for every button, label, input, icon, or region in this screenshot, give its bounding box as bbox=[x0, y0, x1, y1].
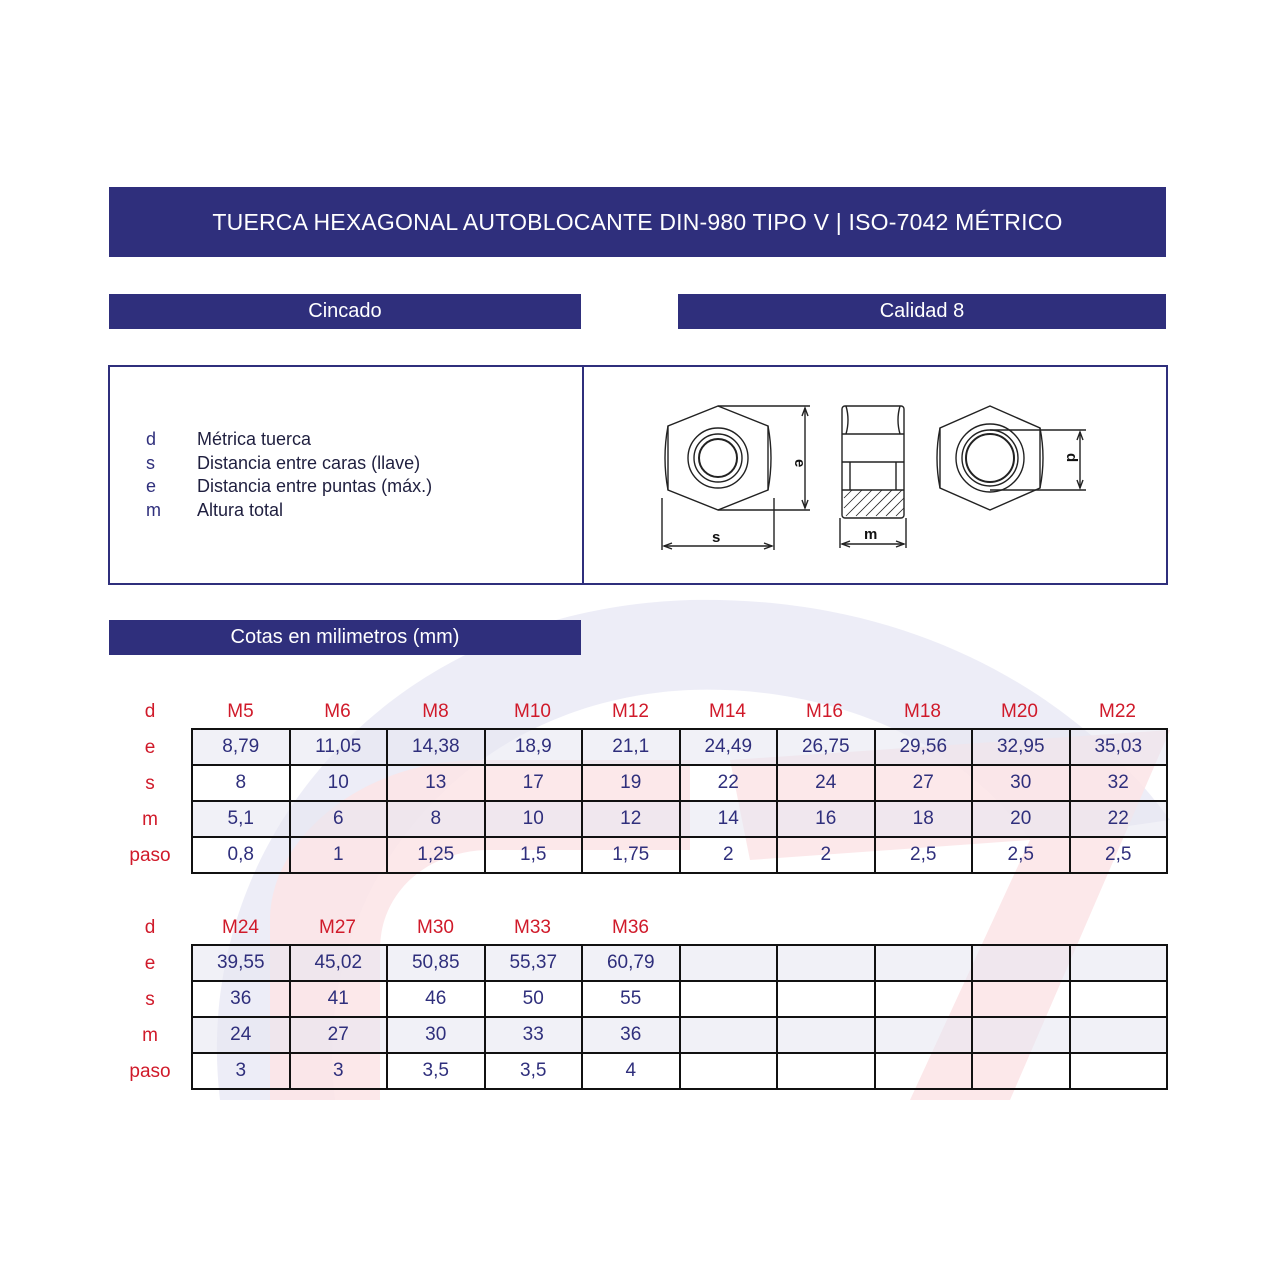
table-cell bbox=[1070, 1017, 1168, 1053]
size-header: M16 bbox=[806, 701, 843, 722]
table-cell bbox=[972, 1053, 1070, 1089]
size-header: M10 bbox=[514, 701, 551, 722]
table-cell: 8 bbox=[387, 801, 485, 837]
table-cell: 2 bbox=[777, 837, 875, 873]
size-header: M14 bbox=[709, 701, 746, 722]
dimension-label-m: m bbox=[864, 526, 878, 543]
table-cell: 24,49 bbox=[680, 729, 778, 765]
dimension-label-d: d bbox=[1063, 453, 1080, 463]
table-cell: 20 bbox=[972, 801, 1070, 837]
table-cell: 3,5 bbox=[387, 1053, 485, 1089]
size-header: M6 bbox=[324, 701, 351, 722]
table-cell: 2,5 bbox=[972, 837, 1070, 873]
size-header: M22 bbox=[1099, 701, 1136, 722]
table-cell: 2,5 bbox=[1070, 837, 1168, 873]
size-header: M18 bbox=[904, 701, 941, 722]
finish-header: Cincado bbox=[109, 294, 581, 329]
legend-text: Distancia entre puntas (máx.) bbox=[197, 476, 433, 496]
panel-divider bbox=[582, 367, 584, 583]
table-row-paso bbox=[192, 1053, 1167, 1089]
table-cell: 18 bbox=[875, 801, 973, 837]
table-cell bbox=[680, 981, 778, 1017]
table-cell: 8,79 bbox=[192, 729, 290, 765]
table-cell: 36 bbox=[192, 981, 290, 1017]
table-cell: 0,8 bbox=[192, 837, 290, 873]
table-cell: 33 bbox=[485, 1017, 583, 1053]
table-cell: 11,05 bbox=[290, 729, 388, 765]
size-header: M30 bbox=[417, 917, 454, 938]
table-cell bbox=[777, 945, 875, 981]
table-cell: 36 bbox=[582, 1017, 680, 1053]
table-cell: 10 bbox=[290, 765, 388, 801]
table-cell: 17 bbox=[485, 765, 583, 801]
table-cell: 24 bbox=[192, 1017, 290, 1053]
nut-technical-drawing bbox=[650, 398, 1090, 558]
table-cell: 13 bbox=[387, 765, 485, 801]
table-cell: 30 bbox=[387, 1017, 485, 1053]
row-label-d: d bbox=[144, 917, 156, 938]
size-header: M36 bbox=[612, 917, 649, 938]
table-cell bbox=[777, 981, 875, 1017]
dimension-label-s: s bbox=[712, 529, 721, 546]
table-cell: 10 bbox=[485, 801, 583, 837]
table-cell: 29,56 bbox=[875, 729, 973, 765]
dimensions-table-1 bbox=[191, 728, 1168, 874]
table-cell bbox=[875, 1017, 973, 1053]
size-header: M8 bbox=[422, 701, 449, 722]
table-cell: 55 bbox=[582, 981, 680, 1017]
table-cell: 26,75 bbox=[777, 729, 875, 765]
table-row-m bbox=[192, 1017, 1167, 1053]
table-row-e bbox=[192, 729, 1167, 765]
row-label-paso: paso bbox=[129, 1061, 171, 1082]
table-cell: 12 bbox=[582, 801, 680, 837]
table-cell: 32,95 bbox=[972, 729, 1070, 765]
table-cell: 35,03 bbox=[1070, 729, 1168, 765]
legend-symbol: e bbox=[146, 476, 157, 496]
legend-text: Métrica tuerca bbox=[197, 429, 312, 449]
row-label-m: m bbox=[142, 809, 158, 830]
table-cell: 24 bbox=[777, 765, 875, 801]
table-cell: 4 bbox=[582, 1053, 680, 1089]
row-label-s: s bbox=[145, 989, 155, 1010]
row-label-paso: paso bbox=[129, 845, 171, 866]
table-cell bbox=[972, 981, 1070, 1017]
table-cell bbox=[777, 1053, 875, 1089]
hex-front-view bbox=[668, 406, 768, 510]
table-cell: 2 bbox=[680, 837, 778, 873]
table-cell: 2,5 bbox=[875, 837, 973, 873]
hex-back-view bbox=[940, 406, 1040, 510]
table-cell: 14,38 bbox=[387, 729, 485, 765]
table-row-paso bbox=[192, 837, 1167, 873]
dimensions-table-2 bbox=[191, 944, 1168, 1090]
table-cell: 22 bbox=[1070, 801, 1168, 837]
table-cell: 6 bbox=[290, 801, 388, 837]
size-header: M12 bbox=[612, 701, 649, 722]
legend-symbol: s bbox=[146, 453, 155, 473]
table-cell: 27 bbox=[875, 765, 973, 801]
table-row-s bbox=[192, 765, 1167, 801]
table-cell bbox=[972, 945, 1070, 981]
table-cell bbox=[680, 1053, 778, 1089]
size-header: M24 bbox=[222, 917, 259, 938]
grade-header: Calidad 8 bbox=[678, 294, 1166, 329]
table-cell bbox=[1070, 945, 1168, 981]
legend-symbol: d bbox=[146, 429, 157, 449]
table-cell bbox=[680, 945, 778, 981]
dimension-label-e: e bbox=[791, 459, 808, 468]
table-cell: 5,1 bbox=[192, 801, 290, 837]
table-cell: 1 bbox=[290, 837, 388, 873]
table-cell bbox=[680, 1017, 778, 1053]
table-cell: 1,5 bbox=[485, 837, 583, 873]
table-cell bbox=[875, 981, 973, 1017]
row-label-e: e bbox=[144, 953, 156, 974]
size-header: M20 bbox=[1001, 701, 1038, 722]
table-cell: 45,02 bbox=[290, 945, 388, 981]
table-cell: 1,75 bbox=[582, 837, 680, 873]
size-header: M27 bbox=[319, 917, 356, 938]
table-cell: 3 bbox=[192, 1053, 290, 1089]
table-cell: 8 bbox=[192, 765, 290, 801]
table-cell: 30 bbox=[972, 765, 1070, 801]
table-cell bbox=[875, 1053, 973, 1089]
table-row-m bbox=[192, 801, 1167, 837]
table-row-s bbox=[192, 981, 1167, 1017]
legend-text: Altura total bbox=[197, 500, 284, 520]
table-cell: 32 bbox=[1070, 765, 1168, 801]
table-cell: 3,5 bbox=[485, 1053, 583, 1089]
table-cell bbox=[777, 1017, 875, 1053]
table-cell: 16 bbox=[777, 801, 875, 837]
table-cell bbox=[972, 1017, 1070, 1053]
row-label-e: e bbox=[144, 737, 156, 758]
page-title: TUERCA HEXAGONAL AUTOBLOCANTE DIN-980 TIPO V | ISO-7042 MÉTRICO bbox=[109, 187, 1166, 257]
table-cell: 1,25 bbox=[387, 837, 485, 873]
row-label-d: d bbox=[144, 701, 156, 722]
table-cell bbox=[1070, 981, 1168, 1017]
table-cell: 19 bbox=[582, 765, 680, 801]
table-cell: 50 bbox=[485, 981, 583, 1017]
table-cell bbox=[875, 945, 973, 981]
units-header: Cotas en milimetros (mm) bbox=[109, 620, 581, 655]
legend-text: Distancia entre caras (llave) bbox=[197, 453, 421, 473]
legend-symbol: m bbox=[146, 500, 161, 520]
table-cell: 39,55 bbox=[192, 945, 290, 981]
row-label-s: s bbox=[145, 773, 155, 794]
table-cell: 60,79 bbox=[582, 945, 680, 981]
table-cell: 55,37 bbox=[485, 945, 583, 981]
table-row-e bbox=[192, 945, 1167, 981]
table-cell: 50,85 bbox=[387, 945, 485, 981]
table-cell: 21,1 bbox=[582, 729, 680, 765]
table-cell: 3 bbox=[290, 1053, 388, 1089]
table-cell: 18,9 bbox=[485, 729, 583, 765]
size-header: M33 bbox=[514, 917, 551, 938]
table-cell: 41 bbox=[290, 981, 388, 1017]
table-cell: 14 bbox=[680, 801, 778, 837]
table-cell: 27 bbox=[290, 1017, 388, 1053]
table-cell: 22 bbox=[680, 765, 778, 801]
size-header: M5 bbox=[227, 701, 254, 722]
table-cell: 46 bbox=[387, 981, 485, 1017]
row-label-m: m bbox=[142, 1025, 158, 1046]
table-cell bbox=[1070, 1053, 1168, 1089]
